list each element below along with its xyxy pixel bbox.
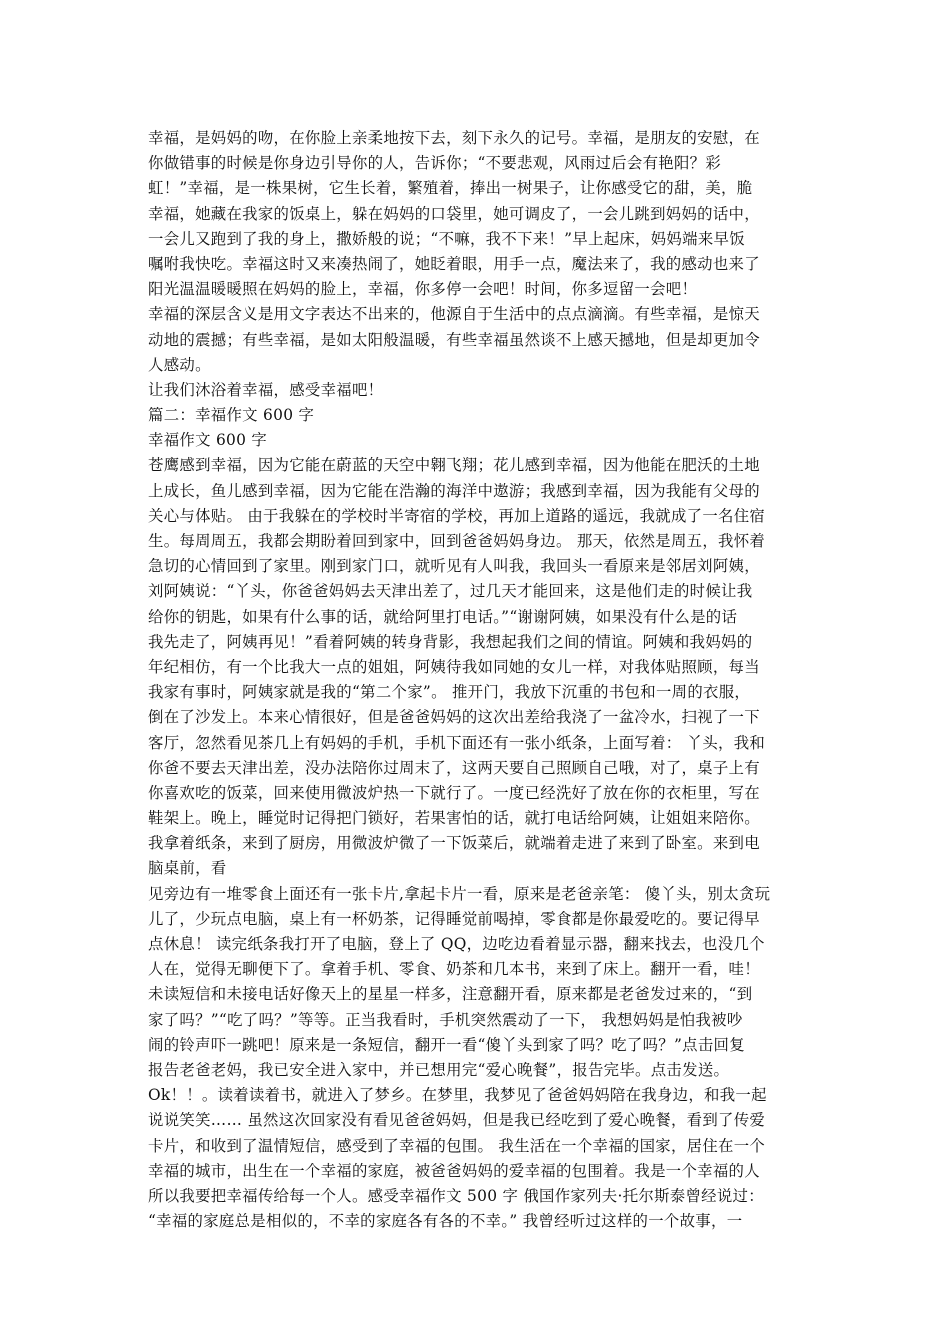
text-line: 见旁边有一堆零食上面还有一张卡片,拿起卡片一看，原来是老爸亲笔： 傻丫头，别太贪玩 (148, 884, 771, 903)
text-line: 篇二：幸福作文 600 字 (148, 406, 315, 425)
text-line: 幸福的深层含义是用文字表达不出来的，他源自于生活中的点点滴滴。有些幸福，是惊天 (148, 305, 760, 324)
text-line: 关心与体贴。 由于我躲在的学校时半寄宿的学校，再加上道路的遥远，我就成了一名住宿 (148, 506, 766, 525)
text-line: 说说笑笑…… 虽然这次回家没有看见爸爸妈妈，但是我已经吃到了爱心晚餐，看到了传爱 (148, 1111, 766, 1130)
text-line: 人感动。 (148, 355, 211, 374)
text-line: 闹的铃声吓一跳吧！原来是一条短信，翻开一看“傻丫头到家了吗？吃了吗？”点击回复 (148, 1035, 745, 1054)
text-line: 客厅，忽然看见茶几上有妈妈的手机，手机下面还有一张小纸条，上面写着： 丫头，我和 (148, 733, 766, 752)
text-line: 人在，觉得无聊便下了。拿着手机、零食、奶茶和几本书，来到了床上。翻开一看，哇！ (148, 960, 760, 979)
text-line: 倒在了沙发上。本来心情很好，但是爸爸妈妈的这次出差给我浇了一盆冷水，扫视了一下 (148, 708, 760, 727)
text-line: 虹！”幸福，是一株果树，它生长着，繁殖着，捧出一树果子，让你感受它的甜，美，脆 (148, 179, 753, 198)
text-line: 儿了，少玩点电脑，桌上有一杯奶茶，记得睡觉前喝掉，零食都是你最爱吃的。要记得早 (148, 909, 760, 928)
text-line: 报告老爸老妈，我已安全进入家中，并已想用完“爱心晚餐”，报告完毕。点击发送。 (148, 1060, 730, 1079)
text-line: 年纪相仿，有一个比我大一点的姐姐，阿姨待我如同她的女儿一样，对我体贴照顾，每当 (148, 657, 760, 676)
text-line: 你做错事的时候是你身边引导你的人，告诉你；“不要悲观，风雨过后会有艳阳？彩 (148, 154, 722, 173)
text-line: 生。每周周五，我都会期盼着回到家中，回到爸爸妈妈身边。 那天，依然是周五，我怀着 (148, 532, 766, 550)
text-line: 动地的震撼；有些幸福，是如太阳般温暖，有些幸福虽然谈不上感天撼地，但是却更加令 (148, 330, 760, 349)
text-line: 未读短信和未接电话好像天上的星星一样多，注意翻开看，原来都是老爸发过来的，“到 (148, 985, 753, 1004)
document-body (148, 126, 812, 1234)
text-line: 上成长，鱼儿感到幸福，因为它能在浩瀚的海洋中遨游；我感到幸福，因为我能有父母的 (148, 481, 760, 500)
text-line: 幸福，她藏在我家的饭桌上，躲在妈妈的口袋里，她可调皮了，一会儿跳到妈妈的话中， (148, 204, 760, 223)
text-line: 点休息！ 读完纸条我打开了电脑，登上了 QQ，边吃边看着显示器，翻来找去，也没几个 (148, 935, 765, 953)
text-line: 我家有事时，阿姨家就是我的“第二个家”。 推开门，我放下沉重的书包和一周的衣服， (148, 683, 751, 702)
text-line: 嘱咐我快吃。幸福这时又来凑热闹了，她眨着眼，用手一点，魔法来了，我的感动也来了 (148, 254, 760, 273)
text-line: 你爸不要去天津出差，没办法陪你过周末了，这两天要自己照顾自己哦，对了，桌子上有 (148, 758, 760, 777)
text-line: 你喜欢吃的饭菜，回来使用微波炉热一下就行了。一度已经洗好了放在你的衣柜里，写在 (148, 783, 760, 802)
text-line: Ok！！。读着读着书，就进入了梦乡。在梦里，我梦见了爸爸妈妈陪在我身边，和我一起 (148, 1086, 767, 1105)
text-line: 幸福作文 600 字 (148, 431, 268, 450)
text-line: 脑桌前，看 (148, 859, 227, 878)
text-line: 刘阿姨说：“丫头，你爸爸妈妈去天津出差了，过几天才能回来，这是他们走的时候让我 (148, 582, 753, 601)
text-line: 鞋架上。晚上，睡觉时记得把门锁好，若果害怕的话，就打电话给阿姨，让姐姐来陪你。 (148, 809, 760, 828)
text-line: 阳光温温暖暖照在妈妈的脸上，幸福，你多停一会吧！时间，你多逗留一会吧！ (148, 280, 698, 299)
text-line: 一会儿又跑到了我的身上，撒娇般的说；“不嘛，我不下来！”早上起床，妈妈端来早饭 (148, 229, 745, 248)
text-line: 幸福的城市，出生在一个幸福的家庭，被爸爸妈妈的爱幸福的包围着。我是一个幸福的人 (148, 1161, 760, 1180)
text-line: 苍鹰感到幸福，因为它能在蔚蓝的天空中翱飞翔；花儿感到幸福，因为他能在肥沃的土地 (148, 456, 760, 475)
text-line: “幸福的家庭总是相似的，不幸的家庭各有各的不幸。” 我曾经听过这样的一个故事，一 (148, 1212, 743, 1231)
text-line: 给你的钥匙，如果有什么事的话，就给阿里打电话。”“谢谢阿姨，如果没有什么是的话 (148, 607, 738, 626)
text-line: 所以我要把幸福传给每一个人。感受幸福作文 500 字 俄国作家列夫·托尔斯泰曾经说过： (148, 1186, 764, 1205)
text-line: 让我们沐浴着幸福，感受幸福吧！ (148, 380, 384, 399)
text-line: 卡片，和收到了温情短信，感受到了幸福的包围。 我生活在一个幸福的国家，居住在一个 (148, 1136, 766, 1155)
text-line: 我拿着纸条，来到了厨房，用微波炉微了一下饭菜后，就端着走进了来到了卧室。来到电 (148, 834, 760, 853)
text-line: 急切的心情回到了家里。刚到家门口，就听见有人叫我，我回头一看原来是邻居刘阿姨， (148, 557, 760, 576)
text-line: 家了吗？”“吃了吗？”等等。正当我看时，手机突然震动了一下， 我想妈妈是怕我被吵 (148, 1010, 743, 1029)
text-line: 我先走了，阿姨再见！”看着阿姨的转身背影，我想起我们之间的情谊。阿姨和我妈妈的 (148, 632, 753, 651)
text-line: 幸福，是妈妈的吻，在你脸上亲柔地按下去，刻下永久的记号。幸福，是朋友的安慰，在 (148, 129, 760, 147)
